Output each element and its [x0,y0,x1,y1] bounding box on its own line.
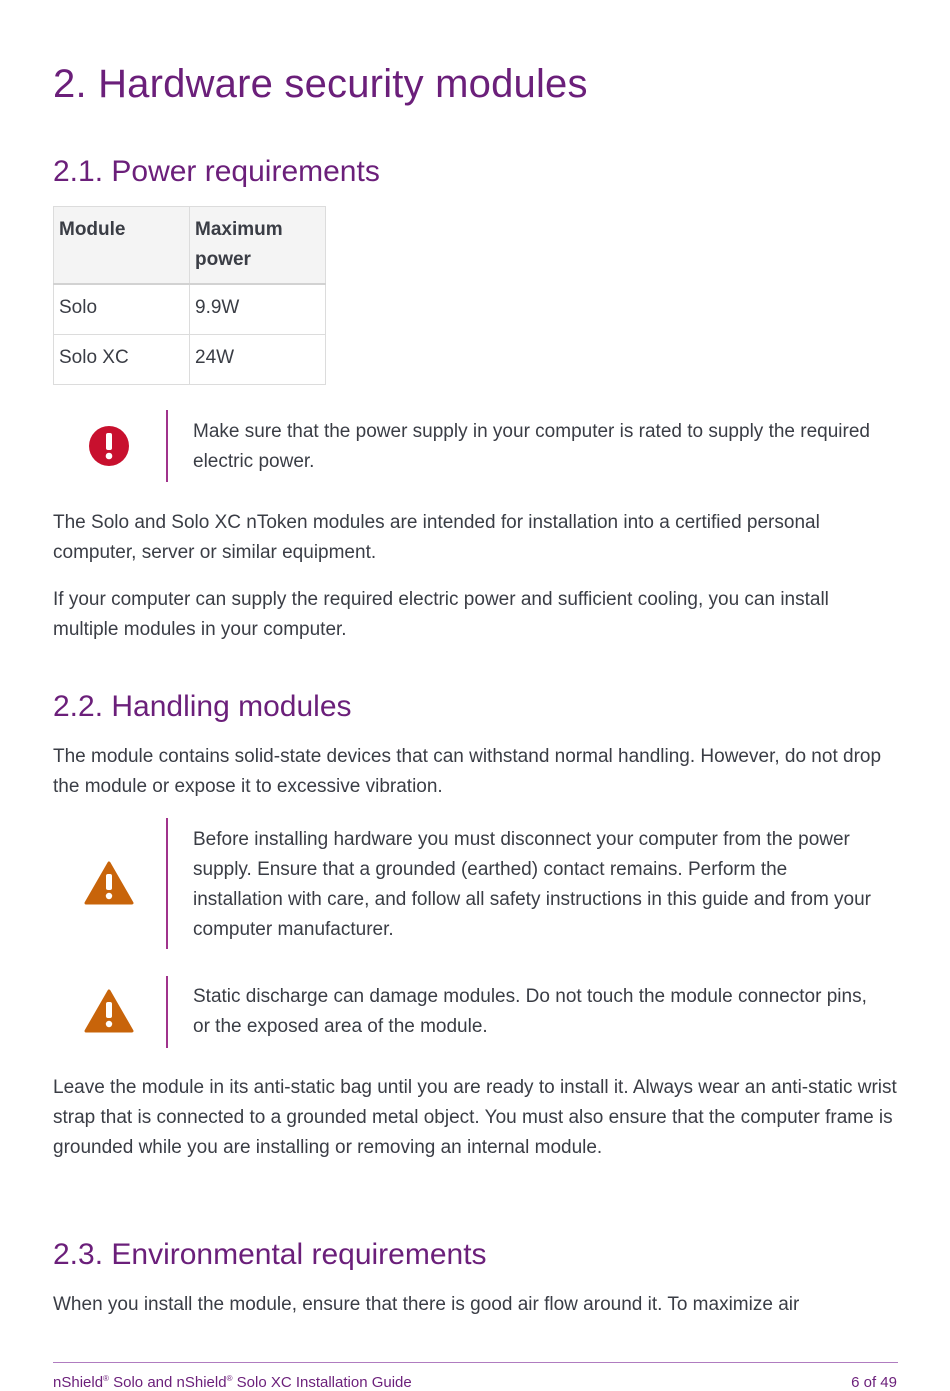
paragraph: The module contains solid-state devices that can withstand normal handling. However, do not drop the module or expose it to excessive vibration. [53,746,882,797]
section-title-handling: 2.2. Handling modules [53,690,352,723]
table-cell: 9.9W [190,284,326,335]
table-header-module: Module [54,207,190,285]
table-cell: Solo [54,284,190,335]
warning-triangle-icon [84,861,134,905]
paragraph: The Solo and Solo XC nToken modules are intended for installation into a certified personal computer, server or similar equipment. [53,512,820,563]
table-cell: 24W [190,335,326,385]
power-table [53,206,326,385]
caution-note [53,976,898,1048]
footer-page-number: 6 of 49 [851,1374,897,1391]
table-header-row [54,207,326,285]
caution-divider [166,976,168,1048]
caution-text: Before installing hardware you must disconnect your computer from the power supply. Ensure that a grounded (earthed) contact remains. Perform the installation with care, and follow all safety instructions in this guide and from your computer manufacturer. [193,829,872,940]
page-title: 2. Hardware security modules [53,62,588,106]
table-row [54,284,326,335]
caution-text: Static discharge can damage modules. Do not touch the module connector pins, or the exposed area of the module. [193,986,867,1037]
note-text: Make sure that the power supply in your computer is rated to supply the required electric power. [193,421,870,472]
note-divider [166,410,168,482]
warning-triangle-icon [84,989,134,1033]
paragraph: Leave the module in its anti-static bag until you are ready to install it. Always wear an anti-static wrist strap that is connected to a grounded metal object. You must also ensure that the computer frame is grounded while you are installing or removing an internal module. [53,1077,897,1158]
paragraph: If your computer can supply the required electric power and sufficient cooling, you can install multiple modules in your computer. [53,589,829,640]
footer-divider [53,1362,898,1363]
important-note [53,410,898,482]
footer-guide-title: nShield® Solo and nShield® Solo XC Installation Guide [53,1374,412,1391]
table-row [54,335,326,385]
caution-note [53,818,898,949]
caution-divider [166,818,168,949]
section-title-environment: 2.3. Environmental requirements [53,1238,487,1271]
table-cell: Solo XC [54,335,190,385]
paragraph: When you install the module, ensure that there is good air flow around it. To maximize air [53,1294,800,1315]
table-header-max-power: Maximum power [190,207,326,285]
section-title-power: 2.1. Power requirements [53,155,380,188]
exclamation-circle-icon [87,424,131,468]
